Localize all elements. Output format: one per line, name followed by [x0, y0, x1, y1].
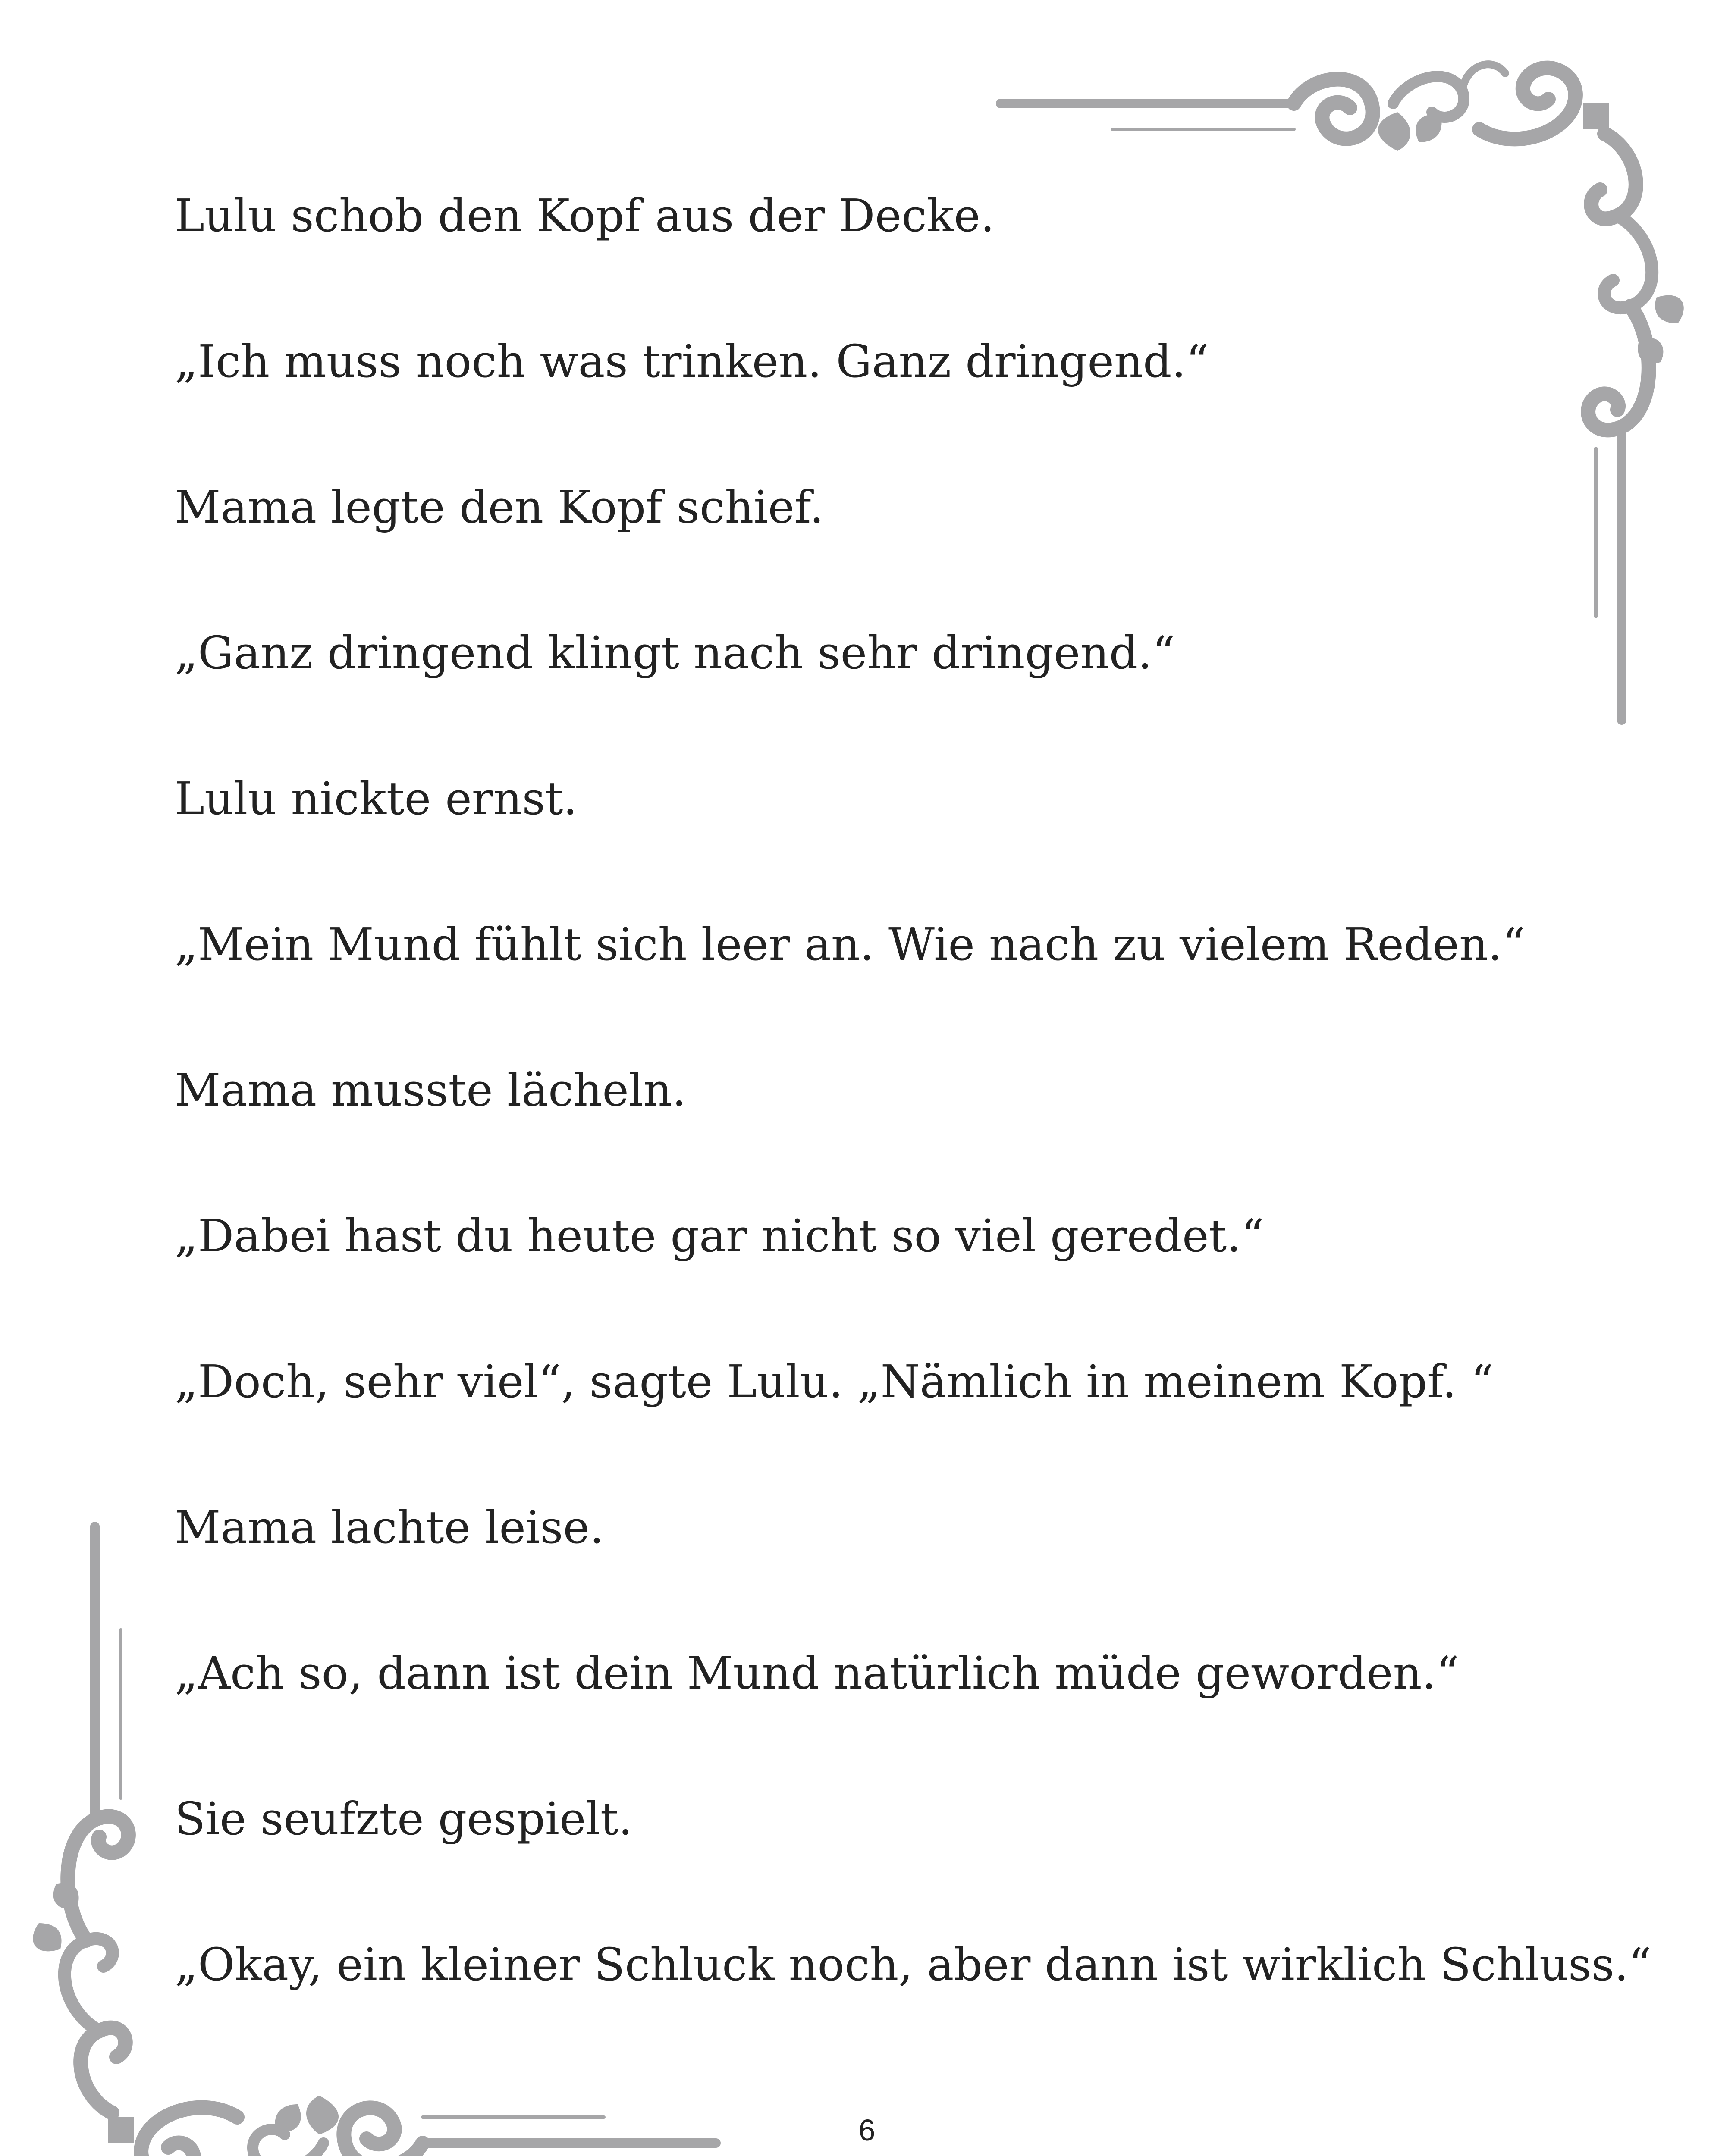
paragraph: „Mein Mund fühlt sich leer an. Wie nach zu vielem Reden.“ [175, 918, 1526, 971]
page-number: 6 [858, 2113, 876, 2147]
paragraph: Lulu nickte ernst. [175, 772, 578, 825]
paragraph: „Ach so, dann ist dein Mund natürlich müde geworden.“ [175, 1647, 1459, 1699]
story-text [175, 185, 1651, 2080]
paragraph: Lulu schob den Kopf aus der Decke. [175, 189, 995, 242]
paragraph: „Ich muss noch was trinken. Ganz dringend.“ [175, 335, 1209, 388]
paragraph: Mama legte den Kopf schief. [175, 481, 824, 533]
paragraph: „Ganz dringend klingt nach sehr dringend.“ [175, 627, 1175, 679]
paragraph: Mama lachte leise. [175, 1501, 604, 1554]
paragraph: „Okay, ein kleiner Schluck noch, aber dann ist wirklich Schluss.“ [175, 1938, 1651, 1991]
paragraph: „Dabei hast du heute gar nicht so viel geredet.“ [175, 1210, 1264, 1262]
paragraph: Sie seufzte gespielt. [175, 1792, 633, 1845]
paragraph: „Doch, sehr viel“, sagte Lulu. „Nämlich in meinem Kopf. “ [175, 1355, 1494, 1408]
paragraph: Mama musste lächeln. [175, 1064, 687, 1116]
